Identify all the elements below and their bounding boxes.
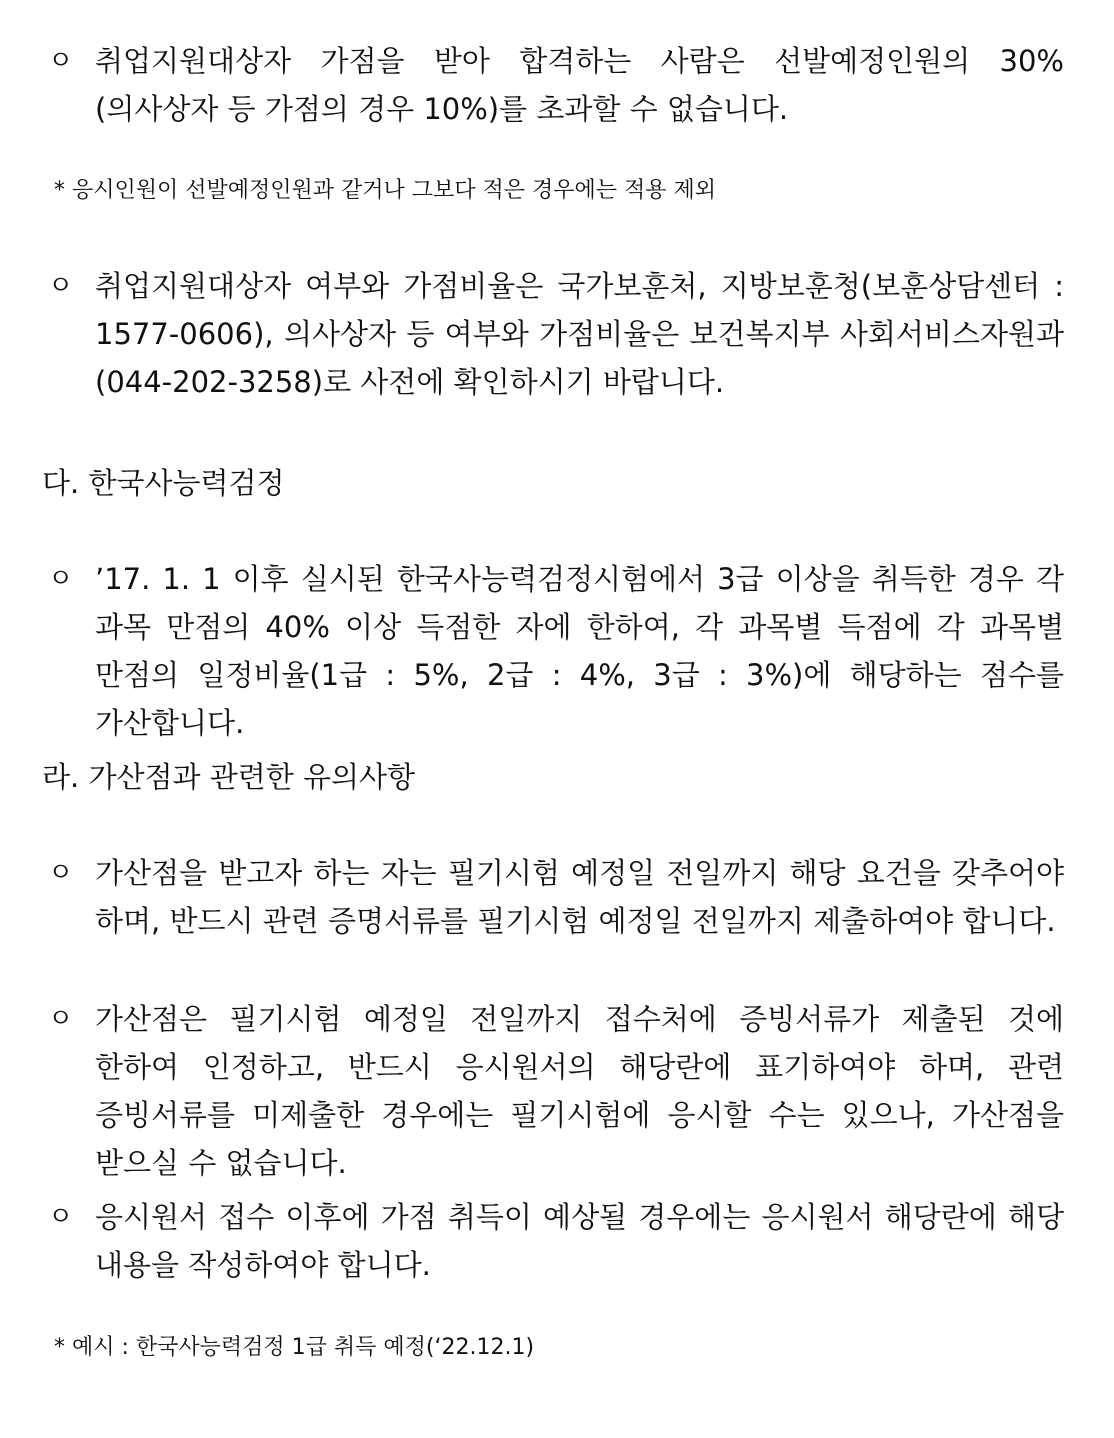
- bullet-item-korean-history-bonus: [48, 555, 1064, 747]
- bullet-item-expected-acquisition: [48, 1193, 1064, 1289]
- bullet-circle-icon: ㅇ: [48, 858, 74, 888]
- bullet-text: 응시원서 접수 이후에 가점 취득이 예상될 경우에는 응시원서 해당란에 해당 내용을 작성하여야 합니다.: [95, 1200, 1064, 1282]
- bullet-text: ’17. 1. 1 이후 실시된 한국사능력검정시험에서 3급 이상을 취득한 경우 각 과목 만점의 40% 이상 득점한 자에 한하여, 각 과목별 득점에 각 과목별 만점의 일정비율(1급 : 5%, 2급 : 4%, 3급 : 3%)에 해당하는 점수를 가산합니다.: [95, 562, 1064, 740]
- bullet-circle-icon: ㅇ: [48, 564, 74, 594]
- bullet-text: 가산점은 필기시험 예정일 전일까지 접수처에 증빙서류가 제출된 것에 한하여 인정하고, 반드시 응시원서의 해당란에 표기하여야 하며, 관련 증빙서류를 미제출한 경우에는 필기시험에 응시할 수는 있으나, 가산점을 받으실 수 없습니다.: [95, 1002, 1064, 1180]
- bullet-item-document-submission: [48, 995, 1064, 1187]
- footnote-example: * 예시 : 한국사능력검정 1급 취득 예정(‘22.12.1): [54, 1335, 535, 1360]
- bullet-item-requirements-deadline: [48, 849, 1064, 945]
- section-heading-bonus-notes: 라. 가산점과 관련한 유의사항: [42, 760, 416, 794]
- bullet-text: 가산점을 받고자 하는 자는 필기시험 예정일 전일까지 해당 요건을 갖추어야 하며, 반드시 관련 증명서류를 필기시험 예정일 전일까지 제출하여야 합니다.: [95, 856, 1064, 938]
- bullet-text: 취업지원대상자 여부와 가점비율은 국가보훈처, 지방보훈청(보훈상담센터 : 1577-0606), 의사상자 등 여부와 가점비율은 보건복지부 사회서비스자원과 (044-202-3258)로 사전에 확인하시기 바랍니다.: [95, 269, 1064, 399]
- bullet-circle-icon: ㅇ: [48, 1004, 74, 1034]
- footnote-exception: * 응시인원이 선발예정인원과 같거나 그보다 적은 경우에는 적용 제외: [54, 178, 717, 203]
- bullet-text: 취업지원대상자 가점을 받아 합격하는 사람은 선발예정인원의 30%(의사상자 등 가점의 경우 10%)를 초과할 수 없습니다.: [95, 44, 1064, 126]
- bullet-item-selection-limit: [48, 37, 1064, 133]
- bullet-item-eligibility-check: [48, 262, 1064, 406]
- bullet-circle-icon: ㅇ: [48, 1202, 74, 1232]
- bullet-circle-icon: ㅇ: [48, 271, 74, 301]
- bullet-circle-icon: ㅇ: [48, 46, 74, 76]
- section-heading-korean-history: 다. 한국사능력검정: [42, 466, 285, 500]
